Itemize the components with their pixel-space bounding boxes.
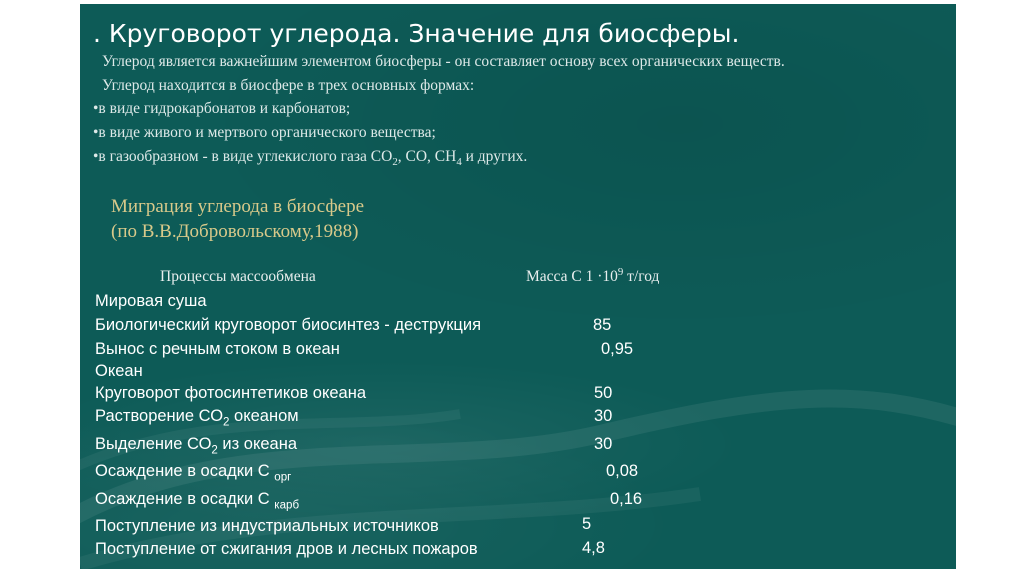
column-header-process: Процессы массообмена — [160, 268, 316, 285]
migration-source: (по В.В.Добровольскому,1988) — [111, 221, 359, 242]
bullet-gaseous — [93, 148, 527, 168]
table-row-label — [95, 407, 299, 428]
table-row-value: 30 — [594, 407, 613, 425]
table-row-label — [95, 490, 299, 511]
table-row-label: Океан — [95, 362, 143, 380]
row-label-subscript: орг — [274, 471, 292, 484]
row-label-after: из океана — [217, 435, 298, 453]
row-label-subscript: 2 — [211, 444, 218, 457]
column-header-mass — [526, 266, 659, 286]
row-label-subscript: карб — [274, 499, 300, 512]
table-row-label — [95, 462, 291, 483]
subscript-4: 4 — [456, 156, 462, 169]
table-row-value: 85 — [593, 316, 612, 334]
row-label-text: Осаждение в осадки С — [95, 490, 275, 508]
table-row-value: 50 — [594, 384, 613, 402]
table-row-label — [95, 435, 297, 456]
mass-header-unit: т/год — [623, 268, 660, 286]
migration-heading: Миграция углерода в биосфере — [111, 196, 365, 217]
row-label-subscript: 2 — [223, 416, 230, 429]
row-label-text: Осаждение в осадки С — [95, 462, 275, 480]
intro-line-1: Углерод является важнейшим элементом биосферы - он составляет основу всех органических веществ. — [102, 53, 785, 70]
mass-header-prefix: Масса С 1 ·10 — [526, 268, 618, 286]
bullet-organic: •в виде живого и мертвого органического вещества; — [93, 124, 436, 141]
table-row-label: Мировая суша — [95, 292, 207, 310]
table-row-label: Вынос с речным стоком в океан — [95, 340, 340, 358]
slide-title: . Круговорот углерода. Значение для биосферы. — [93, 19, 740, 48]
bullet-gaseous-text-2: , СО, СН — [397, 148, 457, 165]
table-row-value: 0,16 — [610, 490, 643, 508]
bullet-carbonates: •в виде гидрокарбонатов и карбонатов; — [93, 100, 351, 117]
row-label-text: Выделение СО — [95, 435, 212, 453]
table-row-value: 30 — [594, 435, 613, 453]
table-row-value: 4,8 — [582, 539, 605, 557]
table-row-label: Поступление из индустриальных источников — [95, 517, 439, 535]
row-label-text: Растворение СО — [95, 407, 224, 425]
table-row-value: 0,08 — [606, 462, 639, 480]
table-row-value: 0,95 — [601, 340, 634, 358]
table-row-value: 5 — [582, 515, 592, 533]
intro-line-2: Углерод находится в биосфере в трех основных формах: — [102, 77, 475, 94]
bullet-gaseous-text-1: •в газообразном - в виде углекислого газа СО — [93, 148, 393, 165]
subscript-2: 2 — [392, 156, 398, 169]
table-row-label: Поступление от сжигания дров и лесных пожаров — [95, 540, 478, 558]
mass-header-exponent: 9 — [617, 266, 624, 278]
row-label-after: океаном — [229, 407, 299, 425]
bullet-gaseous-text-3: и других. — [461, 148, 528, 165]
table-row-label: Биологический круговорот биосинтез - деструкция — [95, 316, 482, 334]
slide — [80, 4, 956, 569]
table-row-label: Круговорот фотосинтетиков океана — [95, 384, 367, 402]
